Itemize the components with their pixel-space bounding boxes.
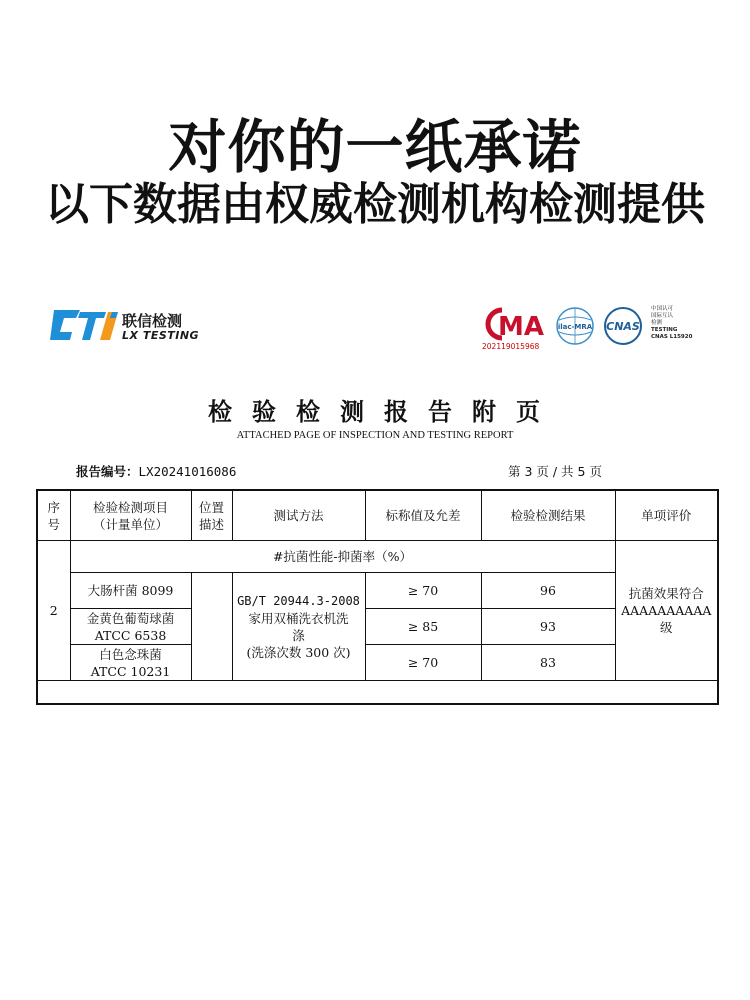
cell-position [191,573,232,681]
cell-evaluation: 抗菌效果符合 AAAAAAAAAA 级 [615,541,718,681]
table-header-row [37,490,718,541]
cell-nominal: ≥ 70 [365,573,481,609]
cnas-line: 国际互认 [651,313,674,319]
headline-line-2: 以下数据由权威检测机构检测提供 [45,179,705,230]
cma-mark-text: MA [498,312,544,342]
cell-seq: 2 [37,541,70,681]
header-seq: 序 号 [37,490,70,541]
table-empty-row [37,681,718,705]
header-position: 位置 描述 [191,490,232,541]
report-number-value: LX20241016086 [138,464,237,479]
inspection-results-table [36,489,719,705]
cell-item: 白色念珠菌 ATCC 10231 [70,645,191,681]
ilac-mra-icon [555,306,595,346]
cnas-line: CNAS L15920 [651,334,693,340]
header-nominal: 标称值及允差 [365,490,481,541]
cnas-line: TESTING [651,327,678,333]
table-row [37,541,718,573]
cell-item: 金黄色葡萄球菌 ATCC 6538 [70,609,191,645]
header-item: 检验检测项目 （计量单位） [70,490,191,541]
cell-item: 大肠杆菌 8099 [70,573,191,609]
report-number [76,462,236,480]
report-page-info: 第 3 页 / 共 5 页 [508,464,602,479]
header-method: 测试方法 [232,490,365,541]
cnas-line: 中国认可 [651,306,674,312]
ilac-mra-text: ilac-MRA [557,323,593,331]
cnas-description [651,306,692,341]
cnas-mark-text: CNAS [606,320,640,333]
cell-result: 96 [481,573,615,609]
cma-number: 202119015968 [482,342,540,351]
lab-name-en: LX TESTING [122,329,200,342]
report-subtitle: ATTACHED PAGE OF INSPECTION AND TESTING REPORT [236,430,514,441]
header-evaluation: 单项评价 [615,490,718,541]
header-result: 检验检测结果 [481,490,615,541]
cell-empty [37,681,718,705]
headline-line-1: 对你的一纸承诺 [168,113,582,181]
report-number-label: 报告编号： [76,464,139,479]
cma-mark-icon [484,306,548,342]
cnas-mark-icon [600,306,646,346]
cell-method: GB/T 20944.3-2008 家用双桶洗衣机洗 涤 (洗涤次数 300 次) [232,573,365,681]
lab-name-cn: 联信检测 [122,312,183,330]
cnas-line: 检测 [651,320,663,326]
cell-nominal: ≥ 70 [365,645,481,681]
cell-nominal: ≥ 85 [365,609,481,645]
cell-result: 93 [481,609,615,645]
report-title: 检验检测报告附页 [208,397,560,426]
cell-group-title: #抗菌性能-抑菌率（%） [70,541,615,573]
cell-result: 83 [481,645,615,681]
